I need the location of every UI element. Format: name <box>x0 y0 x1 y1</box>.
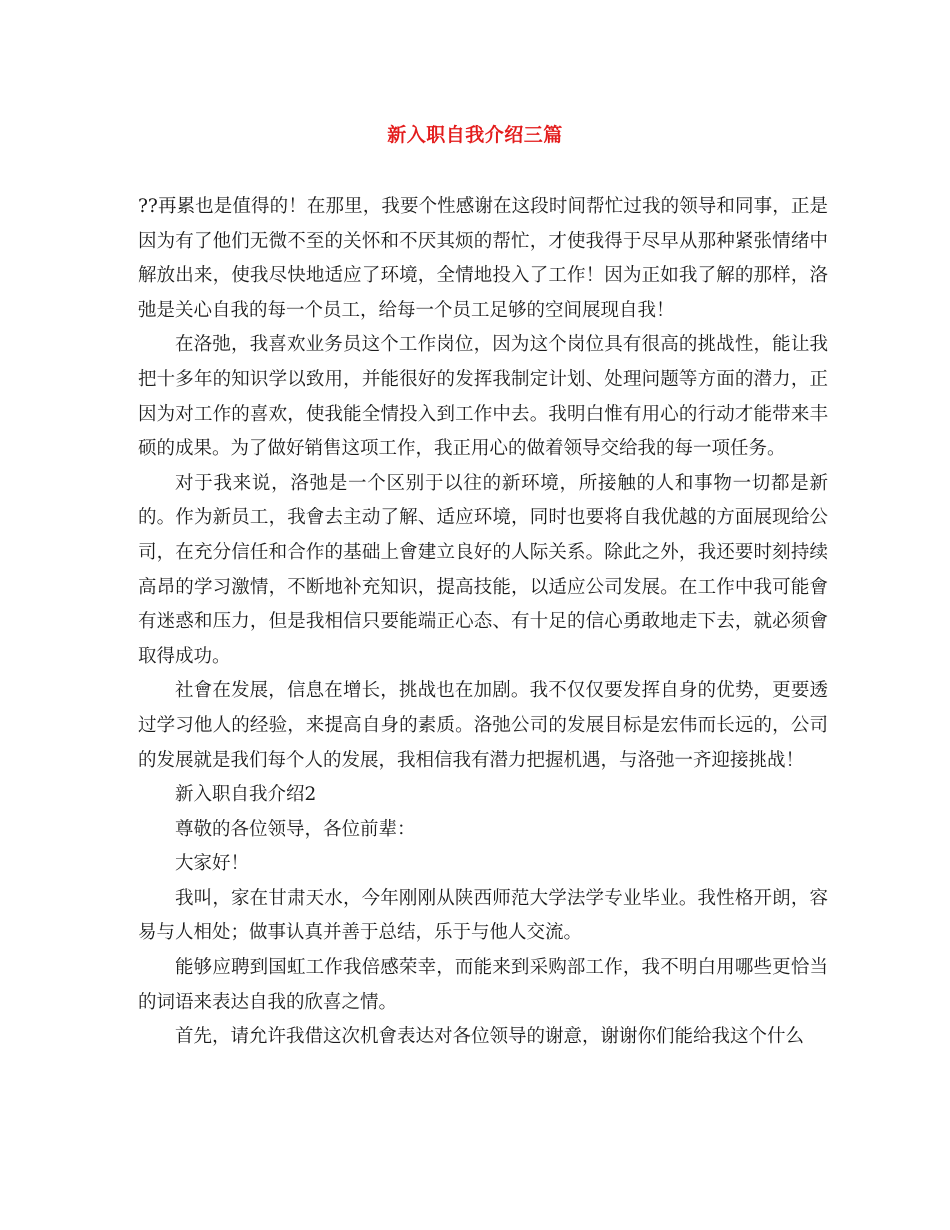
document-title: 新入职自我介绍三篇 <box>387 124 563 146</box>
greeting: 大家好！ <box>175 853 250 875</box>
paragraph: 能够应聘到国虹工作我倍感荣幸，而能来到采购部工作，我不明白用哪些更恰当的词语来表达自我的欣喜之情。 <box>138 957 828 1013</box>
paragraph: ??再累也是值得的！在那里，我要个性感谢在这段时间帮忙过我的领导和同事，正是因为有了他们无微不至的关怀和不厌其烦的帮忙，才使我得于尽早从那种紧张情绪中解放出来，使我尽快地适应了环境，全情地投入了工作！因为正如我了解的那样，洛弛是关心自我的每一个员工，给每一个员工足够的空间展现自我！ <box>138 196 828 321</box>
paragraph: 社會在发展，信息在增长，挑战也在加剧。我不仅仅要发挥自身的优势，更要透过学习他人的经验，来提高自身的素质。洛弛公司的发展目标是宏伟而长远的，公司的发展就是我们每个人的发展，我相信我有潜力把握机遇，与洛弛一齐迎接挑战！ <box>138 680 828 771</box>
paragraph: 在洛弛，我喜欢业务员这个工作岗位，因为这个岗位具有很高的挑战性，能让我把十多年的知识学以致用，并能很好的发挥我制定计划、处理问题等方面的潜力，正因为对工作的喜欢，使我能全情投入到工作中去。我明白惟有用心的行动才能带来丰硕的成果。为了做好销售这项工作，我正用心的做着领导交给我的每一项任务。 <box>138 334 828 460</box>
section-heading: 新入职自我介绍2 <box>175 784 317 806</box>
document-body <box>138 190 828 1055</box>
paragraph: 首先，请允许我借这次机會表达对各位领导的谢意，谢谢你们能给我这个什么 <box>175 1026 805 1048</box>
paragraph: 对于我来说，洛弛是一个区别于以往的新环境，所接触的人和事物一切都是新的。作为新员工，我會去主动了解、适应环境，同时也要将自我优越的方面展现给公司，在充分信任和合作的基础上會建立良好的人际关系。除此之外，我还要时刻持续高昂的学习激情，不断地补充知识，提高技能，以适应公司发展。在工作中我可能會有迷惑和压力，但是我相信只要能端正心态、有十足的信心勇敢地走下去，就必须會取得成功。 <box>138 472 828 667</box>
salutation: 尊敬的各位领导，各位前辈： <box>175 818 416 840</box>
paragraph: 我叫，家在甘肃天水，今年刚刚从陕西师范大学法学专业毕业。我性格开朗，容易与人相处；做事认真并善于总结，乐于与他人交流。 <box>138 887 828 944</box>
